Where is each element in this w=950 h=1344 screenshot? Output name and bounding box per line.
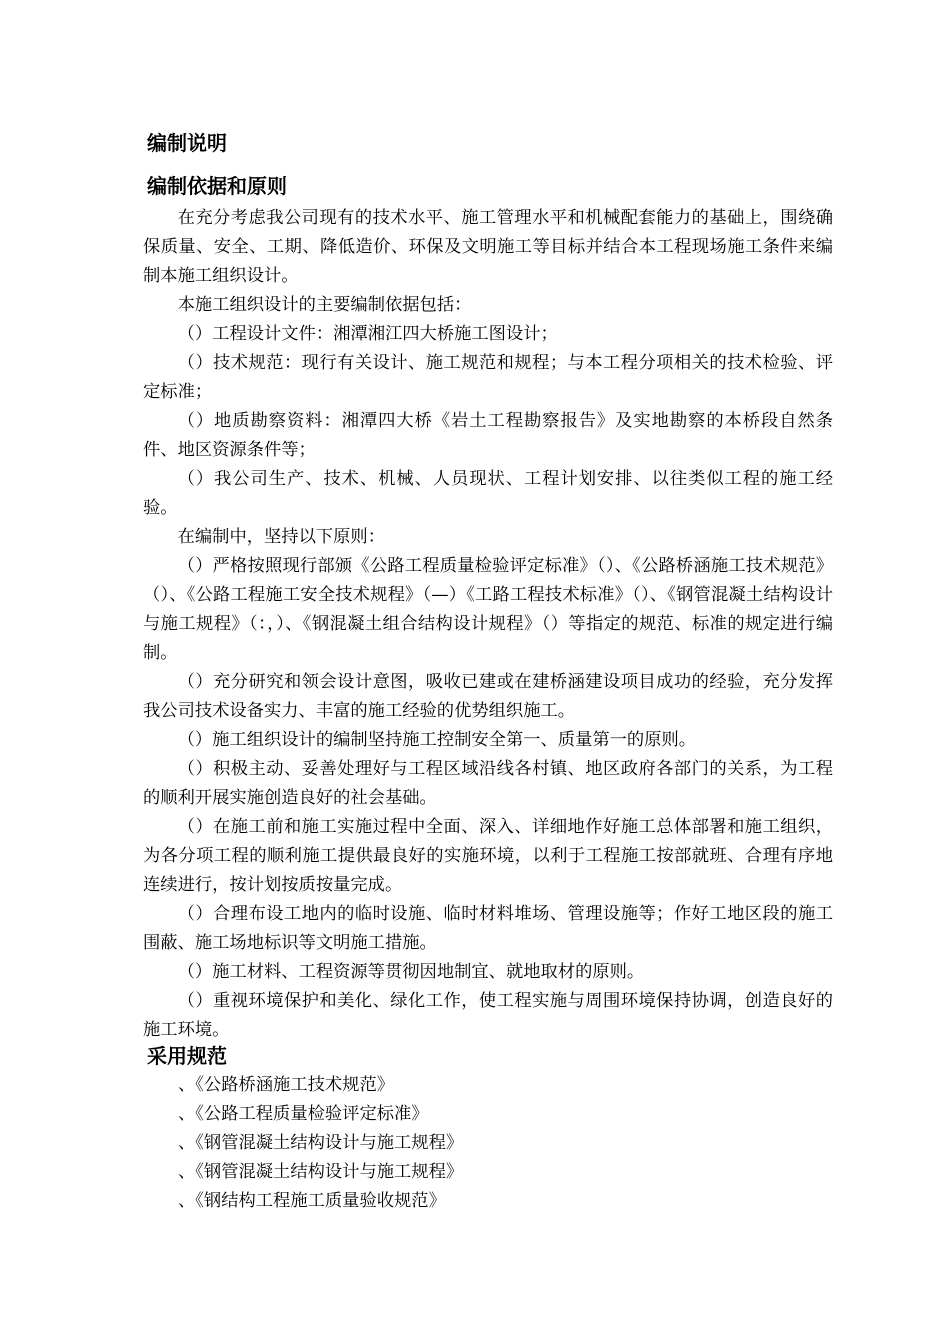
paragraph: （）重视环境保护和美化、绿化工作，使工程实施与周围环境保持协调，创造良好的施工环境。 — [143, 991, 833, 1040]
list-item: 、《钢结构工程施工质量验收规范》 — [178, 1191, 446, 1211]
paragraph: 在编制中，坚持以下原则： — [177, 527, 385, 547]
list-item: 、《钢管混凝土结构设计与施工规程》 — [178, 1133, 464, 1153]
paragraph: （）积极主动、妥善处理好与工程区域沿线各村镇、地区政府各部门的关系，为工程的顺利开展实施创造良好的社会基础。 — [143, 759, 833, 808]
document-title: 编制说明 — [147, 131, 227, 155]
paragraph: （）充分研究和领会设计意图，吸收已建或在建桥涵建设项目成功的经验，充分发挥我公司技术设备实力、丰富的施工经验的优势组织施工。 — [143, 672, 833, 721]
paragraph: （）合理布设工地内的临时设施、临时材料堆场、管理设施等；作好工地区段的施工围蔽、施工场地标识等文明施工措施。 — [143, 904, 833, 953]
paragraph: 在充分考虑我公司现有的技术水平、施工管理水平和机械配套能力的基础上，围绕确保质量、安全、工期、降低造价、环保及文明施工等目标并结合本工程现场施工条件来编制本施工组织设计。 — [143, 208, 833, 286]
paragraph: 本施工组织设计的主要编制依据包括： — [177, 295, 472, 315]
paragraph: （）地质勘察资料：湘潭四大桥《岩土工程勘察报告》及实地勘察的本桥段自然条件、地区资源条件等； — [143, 411, 833, 460]
list-item: 、《公路工程质量检验评定标准》 — [178, 1104, 429, 1124]
standards-list — [178, 1071, 778, 1216]
paragraph: （）在施工前和施工实施过程中全面、深入、详细地作好施工总体部署和施工组织，为各分项工程的顺利施工提供最良好的实施环境，以利于工程施工按部就班、合理有序地连续进行，按计划按质按量完成。 — [143, 817, 833, 895]
section-heading-basis: 编制依据和原则 — [147, 174, 287, 198]
paragraph: （）我公司生产、技术、机械、人员现状、工程计划安排、以往类似工程的施工经验。 — [143, 469, 833, 518]
paragraph: （）施工组织设计的编制坚持施工控制安全第一、质量第一的原则。 — [177, 730, 697, 750]
paragraph: （）技术规范：现行有关设计、施工规范和规程；与本工程分项相关的技术检验、评定标准； — [143, 353, 833, 402]
list-item: 、《公路桥涵施工技术规范》 — [178, 1075, 395, 1095]
section-body-basis — [143, 204, 833, 1045]
paragraph: （）严格按照现行部颁《公路工程质量检验评定标准》（）、《公路桥涵施工技术规范》（）、《公路工程施工安全技术规程》（—）《工路工程技术标准》（）、《钢管混凝土结构设计与施工规程》（：，）、《钢混凝土组合结构设计规程》（）等指定的规范、标准的规定进行编制。 — [143, 556, 833, 663]
paragraph: （）施工材料、工程资源等贯彻因地制宜、就地取材的原则。 — [177, 962, 645, 982]
section-heading-standards: 采用规范 — [147, 1044, 227, 1068]
list-item: 、《钢管混凝土结构设计与施工规程》 — [178, 1162, 464, 1182]
paragraph: （）工程设计文件：湘潭湘江四大桥施工图设计； — [177, 324, 558, 344]
